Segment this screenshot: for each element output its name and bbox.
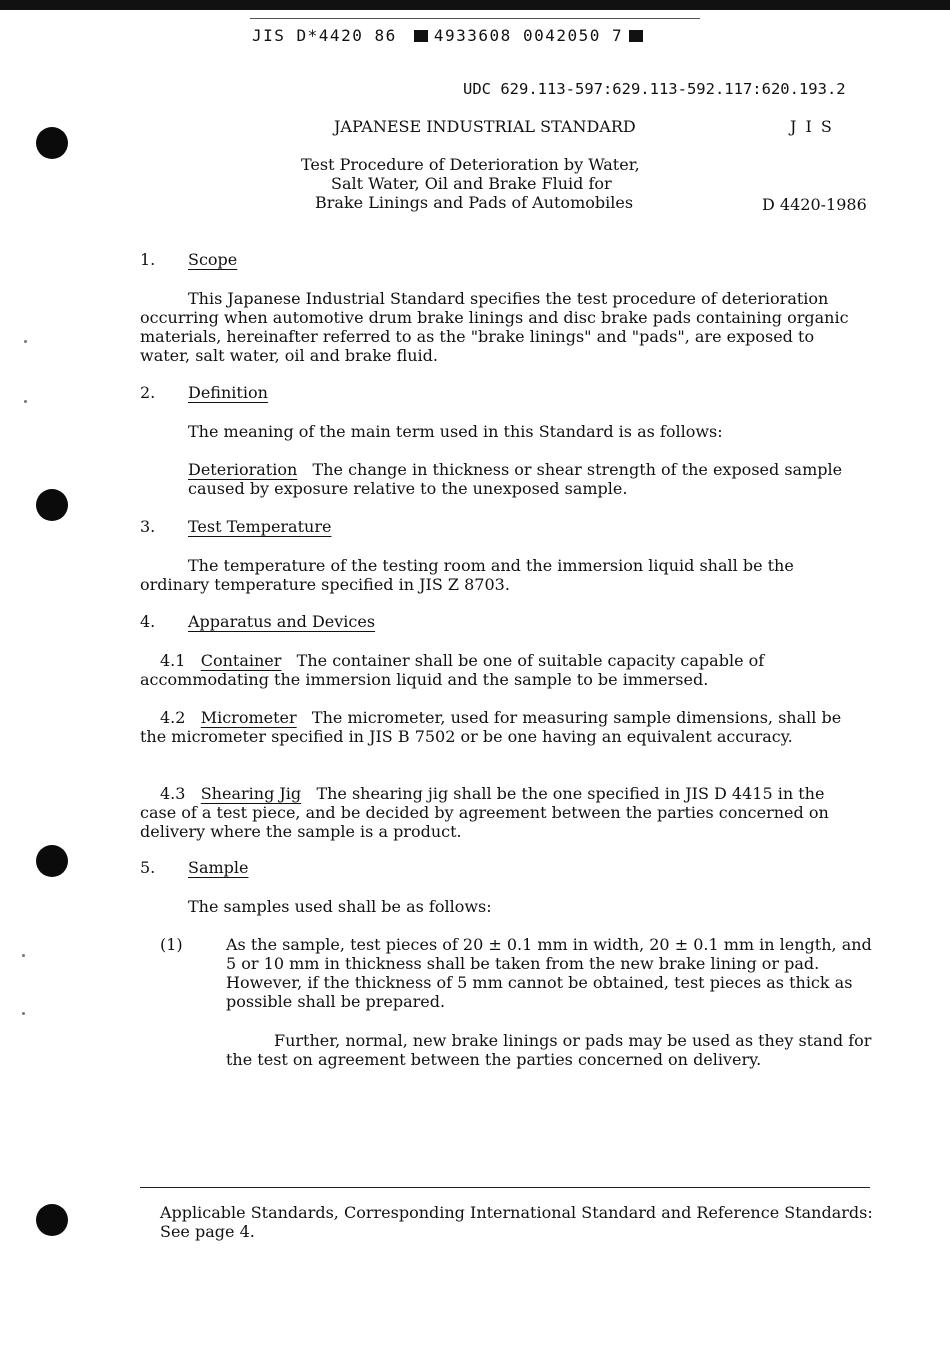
definition-term: Deterioration: [188, 460, 298, 479]
speck: [22, 1012, 25, 1015]
subsection-4-2: [140, 708, 870, 746]
section-2-number: 2.: [140, 383, 156, 402]
subsection-4-2-title: Micrometer: [200, 708, 297, 727]
title-line-2: Salt Water, Oil and Brake Fluid for: [331, 174, 612, 193]
punch-hole: [36, 845, 68, 877]
footnote-rule: [140, 1187, 870, 1188]
subsection-4-1: [140, 651, 860, 689]
jis-label: J I S: [790, 117, 834, 136]
section-3-number: 3.: [140, 517, 156, 536]
title-line-1: Test Procedure of Deterioration by Water,: [301, 155, 640, 174]
section-3-body: The temperature of the testing room and the immersion liquid shall be the ordinary temperature specified in JIS Z 8703.: [140, 556, 794, 594]
speck: [24, 340, 27, 343]
title-line-3: Brake Linings and Pads of Automobiles: [315, 193, 634, 212]
punch-hole: [36, 489, 68, 521]
subsection-4-2-body: The micrometer, used for measuring sample dimensions, shall be the micrometer specified in JIS B 7502 or be one having an equivalent accuracy.: [140, 708, 842, 746]
section-3-heading: Test Temperature: [188, 517, 332, 536]
subsection-4-1-number: 4.1: [160, 651, 186, 670]
header-code-part1: JIS D*4420 86: [252, 26, 397, 45]
list-item-1-number: (1): [160, 935, 183, 954]
footnote: Applicable Standards, Corresponding International Standard and Reference Standards: See page 4.: [160, 1203, 873, 1241]
speck: [22, 954, 25, 957]
section-4-number: 4.: [140, 612, 156, 631]
top-rule: [250, 18, 700, 19]
standard-number: D 4420-1986: [762, 195, 867, 214]
subsection-4-3-body: The shearing jig shall be the one specified in JIS D 4415 in the case of a test piece, and be decided by agreement between the parties concerned on delivery where the sample is a product.: [140, 784, 829, 841]
subsection-4-3-title: Shearing Jig: [200, 784, 302, 803]
black-block-mark: [414, 30, 428, 42]
section-1-body: This Japanese Industrial Standard specifies the test procedure of deterioration occurring when automotive drum brake linings and disc brake pads containing organic materials, hereinafter referred to as the "brake linings" and "pads", are exposed to water, salt water, oil and brake fluid.: [140, 289, 849, 365]
punch-hole: [36, 1204, 68, 1236]
section-1-heading: Scope: [188, 250, 238, 269]
punch-hole: [36, 127, 68, 159]
standard-name: JAPANESE INDUSTRIAL STANDARD: [334, 117, 636, 136]
section-2-intro: The meaning of the main term used in this Standard is as follows:: [188, 422, 723, 441]
section-2-heading: Definition: [188, 383, 268, 402]
definition-text: The change in thickness or shear strength of the exposed sample caused by exposure relative to the unexposed sample.: [188, 460, 843, 498]
speck: [24, 400, 27, 403]
section-5-heading: Sample: [188, 858, 249, 877]
section-4-heading: Apparatus and Devices: [188, 612, 376, 631]
list-item-1-body: As the sample, test pieces of 20 ± 0.1 mm in width, 20 ± 0.1 mm in length, and 5 or 10 mm in thickness shall be taken from the new brake lining or pad. However, if the thickness of 5 mm cannot be obtained, test pieces as thick as possible shall be prepared.: [226, 935, 872, 1011]
black-block-mark: [629, 30, 643, 42]
header-code-part2: 4933608 0042050 7: [433, 26, 624, 45]
subsection-4-3-number: 4.3: [160, 784, 186, 803]
subsection-4-1-body: The container shall be one of suitable capacity capable of accommodating the immersion liquid and the sample to be immersed.: [140, 651, 765, 689]
top-edge-bar: [0, 0, 950, 10]
subsection-4-2-number: 4.2: [160, 708, 186, 727]
section-5-number: 5.: [140, 858, 156, 877]
udc-code: UDC 629.113-597:629.113-592.117:620.193.2: [463, 80, 846, 98]
section-5-intro: The samples used shall be as follows:: [188, 897, 492, 916]
subsection-4-1-title: Container: [200, 651, 282, 670]
subsection-4-3: [140, 784, 860, 841]
list-item-1-continuation: Further, normal, new brake linings or pads may be used as they stand for the test on agreement between the parties concerned on delivery.: [226, 1031, 872, 1069]
definition-block: [188, 460, 868, 498]
section-1-number: 1.: [140, 250, 156, 269]
header-code: [252, 26, 649, 45]
